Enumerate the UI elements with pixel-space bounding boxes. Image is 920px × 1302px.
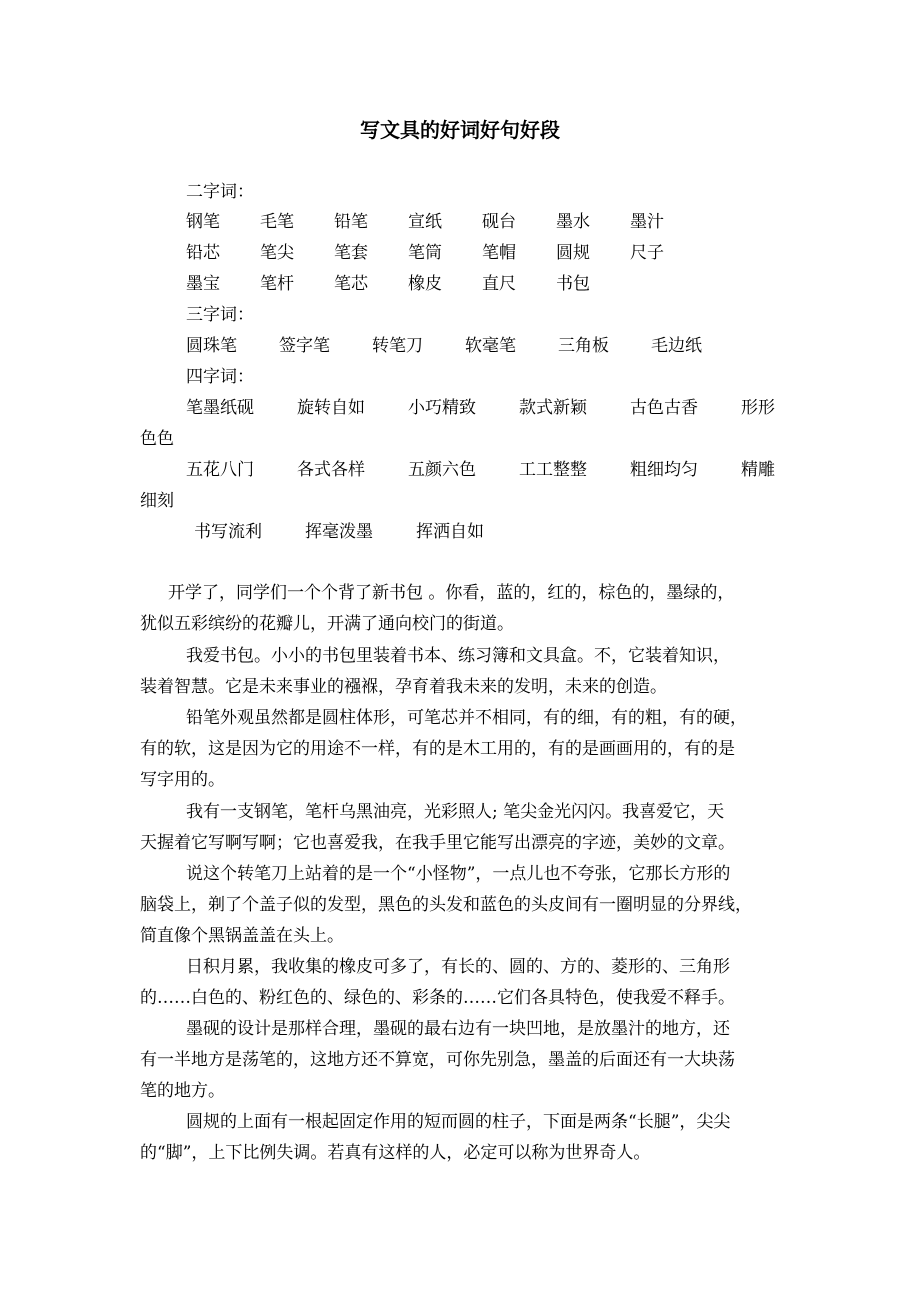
section-heading-three-char: 三字词： [186,305,254,325]
paragraph-line: 脑袋上，剃了个盖子似的发型，黑色的头发和蓝色的头皮间有一圈明显的分界线， [140,895,752,915]
word: 五花八门 [186,460,254,480]
word: 软毫笔 [465,336,516,356]
paragraph [140,952,780,1014]
paragraph-line: 我爱书包。小小的书包里装着书本、练习簿和文具盒。不，它装着知识， [186,646,730,666]
word: 五颜六色 [408,460,476,480]
word: 笔尖 [260,243,294,263]
word: 挥洒自如 [416,522,484,542]
word: 墨水 [556,212,590,232]
word: 宣纸 [408,212,442,232]
word: 古色古香 [630,398,698,418]
word: 各式各样 [297,460,365,480]
word-continuation: 色色 [140,429,174,449]
word: 笔芯 [334,274,368,294]
word: 圆规 [556,243,590,263]
section-heading-four-char: 四字词： [186,367,254,387]
word: 笔套 [334,243,368,263]
paragraph-line: 圆规的上面有一根起固定作用的短而圆的柱子，下面是两条“长腿”，尖尖 [186,1112,731,1132]
page-title: 写文具的好词好句好段 [360,118,560,142]
word: 粗细均匀 [630,460,698,480]
paragraph-line: 我有一支钢笔，笔杆乌黑油亮，光彩照人; 笔尖金光闪闪。我喜爱它，天 [186,802,725,822]
word: 笔筒 [408,243,442,263]
paragraph [140,859,780,952]
word: 尺子 [630,243,664,263]
paragraph-line: 天握着它写啊写啊；它也喜爱我，在我手里它能写出漂亮的字迹，美妙的文章。 [140,833,735,853]
word: 毛笔 [260,212,294,232]
word: 直尺 [482,274,516,294]
word: 笔杆 [260,274,294,294]
paragraph-line: 有一半地方是荡笔的，这地方还不算宽，可你先别急，墨盖的后面还有一大块荡 [140,1050,735,1070]
paragraph-line: 日积月累，我收集的橡皮可多了，有长的、圆的、方的、菱形的、三角形 [186,957,730,977]
section-heading-two-char: 二字词： [186,182,254,202]
paragraph [140,797,780,859]
word: 砚台 [482,212,516,232]
paragraph-line: 装着智慧。它是未来事业的襁褓，孕育着我未来的发明，未来的创造。 [140,677,667,697]
word: 铅芯 [186,243,220,263]
word-continuation: 细刻 [140,491,174,511]
paragraph-line: 说这个转笔刀上站着的是一个“小怪物”，一点儿也不夸张，它那长方形的 [186,864,731,884]
word: 挥毫泼墨 [305,522,373,542]
word: 工工整整 [519,460,587,480]
word: 笔墨纸砚 [186,398,254,418]
paragraph [140,1107,780,1169]
word: 铅笔 [334,212,368,232]
paragraph-line: 笔的地方。 [140,1081,225,1101]
paragraph-line: 写字用的。 [140,770,225,790]
word: 旋转自如 [297,398,365,418]
word: 签字笔 [279,336,330,356]
paragraph-line: 的“脚”，上下比例失调。若真有这样的人，必定可以称为世界奇人。 [140,1143,651,1163]
word: 墨宝 [186,274,220,294]
word: 形形 [741,398,775,418]
word: 笔帽 [482,243,516,263]
paragraph-line: 墨砚的设计是那样合理，墨砚的最右边有一块凹地，是放墨汁的地方，还 [186,1019,730,1039]
word: 转笔刀 [372,336,423,356]
word: 小巧精致 [408,398,476,418]
paragraph-line: 开学了，同学们一个个背了新书包 。你看，蓝的，红的，棕色的，墨绿的， [168,583,735,603]
word: 书写流利 [194,522,262,542]
word: 圆珠笔 [186,336,237,356]
word: 毛边纸 [651,336,702,356]
paragraph-line: 铅笔外观虽然都是圆柱体形，可笔芯并不相同，有的细，有的粗，有的硬， [186,708,747,728]
word: 书包 [556,274,590,294]
paragraph-line: 有的软，这是因为它的用途不一样，有的是木工用的，有的是画画用的，有的是 [140,739,735,759]
paragraph [140,1014,780,1107]
word: 精雕 [741,460,775,480]
paragraph-line: 简直像个黑锅盖盖在头上。 [140,926,344,946]
paragraph-line: 犹似五彩缤纷的花瓣儿，开满了通向校门的街道。 [140,614,514,634]
paragraph [140,641,780,703]
word: 墨汁 [630,212,664,232]
paragraph-line: 的……白色的、粉红色的、绿色的、彩条的……它们各具特色，使我爱不释手。 [140,988,735,1008]
paragraph [140,578,780,640]
paragraph [140,703,780,796]
word: 款式新颖 [519,398,587,418]
word: 三角板 [558,336,609,356]
word: 钢笔 [186,212,220,232]
word: 橡皮 [408,274,442,294]
